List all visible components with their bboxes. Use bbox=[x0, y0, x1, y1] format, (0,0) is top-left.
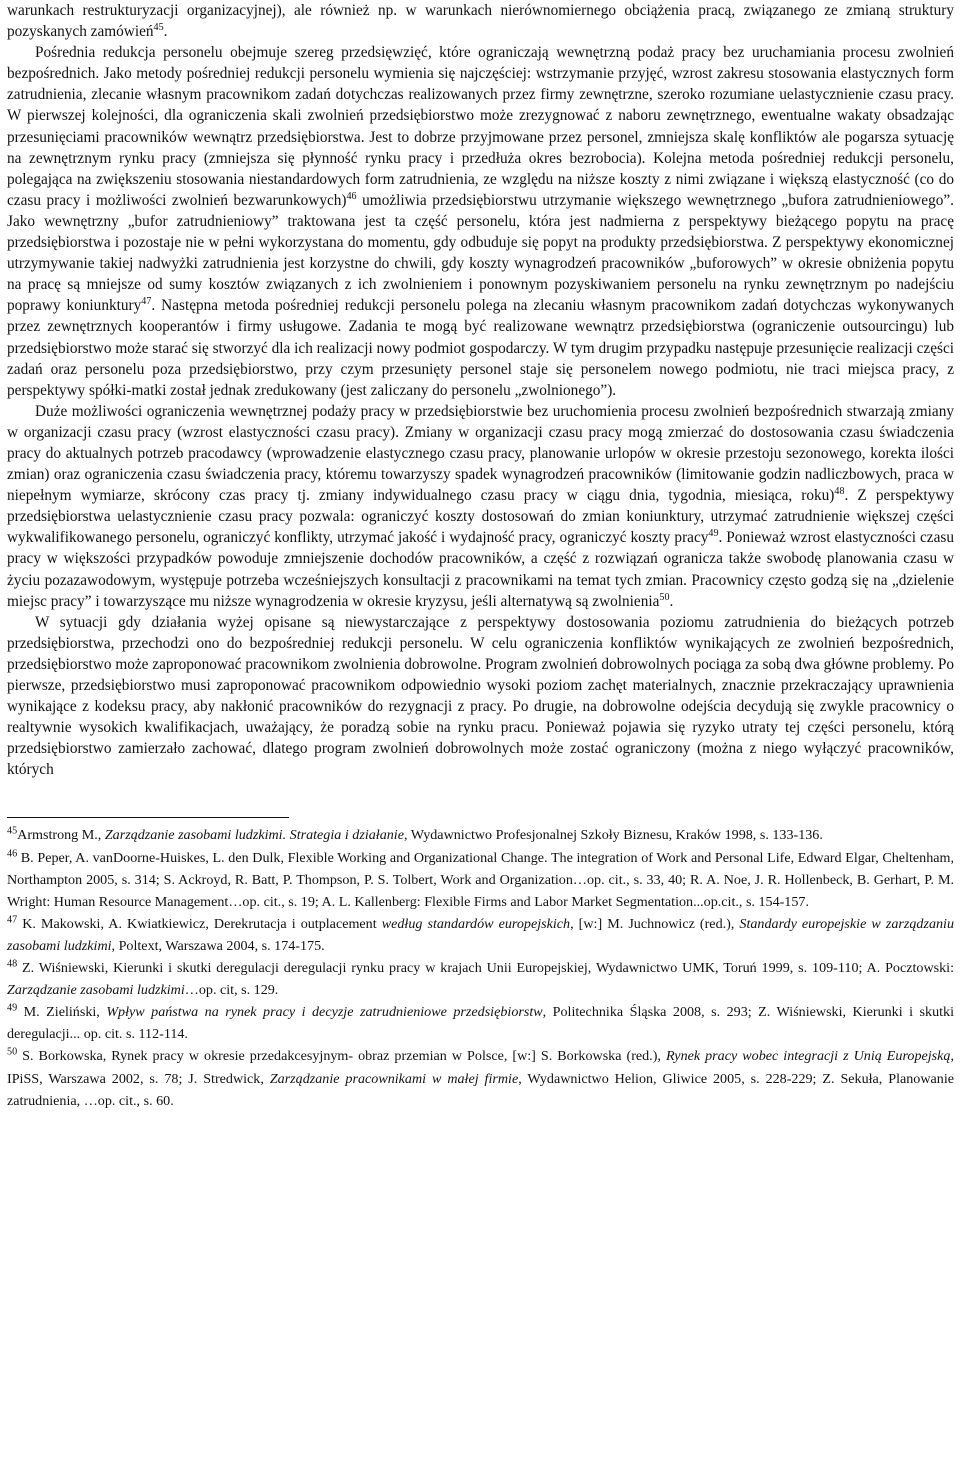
text-run: M. Zieliński, bbox=[17, 1004, 107, 1021]
italic-text: Zarządzanie zasobami ludzkimi bbox=[7, 982, 185, 999]
footnote-text bbox=[7, 847, 954, 910]
text-run: . Ponieważ wzrost elastyczności czasu pracy w większości przypadków powoduje zmniejszenie dochodów pracowników, a część z rozwiązań ogranicza także swobodę planowania czasu w życiu pozazawodowym, występuje potrzeba wcześniejszych konsultacji z pracownikami na temat tych zmian. Pracownicy często godzą się na „dzielenie miejsc pracy” i towarzyszące mu niższe wynagrodzenia w okresie kryzysu, jeśli alternatywą są zwolnienia bbox=[7, 529, 954, 610]
footnote-number: 48 bbox=[7, 958, 18, 970]
text-run: , [w:] M. Juchnowicz (red.), bbox=[570, 915, 740, 932]
footnote-45 bbox=[7, 824, 954, 846]
italic-text: Wpływ państwa na rynek pracy i decyzje zatrudnieniowe przedsiębiorstw bbox=[106, 1004, 543, 1021]
text-run: . bbox=[669, 592, 674, 610]
text-run: Z. Wiśniewski, Kierunki i skutki deregulacji deregulacji rynku pracy w krajach Unii Europejskiej, Wydawnictwo UMK, Toruń 1999, s. 109-110; A. Pocztowski: bbox=[17, 960, 954, 977]
body-text bbox=[7, 0, 954, 780]
footnote-48 bbox=[7, 957, 954, 1001]
footnote-text bbox=[7, 916, 954, 954]
italic-text: Rynek pracy wobec integracji z Unią Europejską bbox=[665, 1048, 951, 1065]
footnote-text bbox=[7, 1004, 954, 1042]
footnote-number: 46 bbox=[7, 847, 18, 859]
footnote-text bbox=[7, 960, 954, 998]
footnote-49 bbox=[7, 1001, 954, 1045]
italic-text: według standardów europejskich bbox=[381, 915, 571, 932]
text-run: . Następna metoda pośredniej redukcji personelu polega na zlecaniu własnym pracownikom zadań dotychczas wykonywanych przez zewnętrznych kooperantów i firmy usługowe. Zadania te mogą być realizowane wewnątrz przedsiębiorstwa (ograniczenie outsourcingu) lub przedsiębiorstwo może starać się stworzyć dla ich realizacji nowy podmiot gospodarczy. W tym drugim przypadku następuje przesunięcie realizacji części zadań oraz personelu poza przedsiębiorstwo, przy czym przesunięty personel staje się personelem nowego podmiotu, nie traci miejsca pracy, z perspektywy spółki-matki został jednak zredukowany (jest zaliczany do personelu „zwolnionego”). bbox=[7, 297, 954, 399]
footnote-reference: 48 bbox=[834, 486, 845, 498]
footnote-number: 47 bbox=[7, 914, 18, 926]
footnote-reference: 45 bbox=[153, 22, 164, 33]
footnote-reference: 47 bbox=[141, 296, 152, 308]
italic-text: Zarządzanie pracownikami w małej firmie bbox=[269, 1070, 519, 1087]
paragraph-3 bbox=[7, 401, 954, 612]
footnote-reference: 50 bbox=[659, 591, 670, 603]
footnote-text bbox=[7, 1048, 954, 1108]
footnote-separator bbox=[7, 817, 289, 818]
text-run: W sytuacji gdy działania wyżej opisane są niewystarczające z perspektywy dostosowania poziomu zatrudnienia do bieżących potrzeb przedsiębiorstwa, przechodzi ono do bezpośredniej redukcji personelu. W celu ograniczenia konfliktów wynikających ze zwolnień bezpośrednich, przedsiębiorstwo może zaproponować pracownikom zwolnienia dobrowolne. Program zwolnień dobrowolnych pociąga za sobą dwa główne problemy. Po pierwsze, przedsiębiorstwo musi zaproponować pracownikom odpowiednio wysoki poziom zachęt materialnych, znacznie przekraczający uprawnienia wynikające z kodeksu pracy, aby nakłonić pracowników do rezygnacji z pracy. Po drugie, na dobrowolne odejścia decydują się zwykle pracownicy o realtywnie wysokich kwalifikacjach, uważający, że poradzą sobie na rynku pracu. Ponieważ pojawia się ryzyko utraty tej części personelu, którą przedsiębiorstwo zamierzało zachować, dlatego program zwolnień dobrowolnych może zostać ograniczony (można z niego wyłączyć pracowników, których bbox=[7, 613, 954, 779]
text-run: Armstrong M., bbox=[17, 827, 105, 844]
text-run: , IPiSS, Warszawa 2002, s. 78; J. Stredwick, bbox=[7, 1048, 955, 1087]
footnote-50 bbox=[7, 1045, 954, 1111]
text-run: …op. cit, s. 129. bbox=[184, 982, 279, 999]
footnote-number: 45 bbox=[7, 825, 18, 837]
text-run: warunkach restrukturyzacji organizacyjnej), ale również np. w warunkach nierównomiernego obciążenia pracą, związanego ze zmianą struktury pozyskanych zamówień bbox=[7, 2, 954, 41]
text-run: , Wydawnictwo Profesjonalnej Szkoły Biznesu, Kraków 1998, s. 133-136. bbox=[403, 827, 823, 844]
paragraph-2 bbox=[7, 42, 954, 401]
footnote-reference: 49 bbox=[708, 528, 719, 540]
text-run: , Wydawnictwo Helion, Gliwice 2005, s. 228-229; Z. Sekuła, Planowanie zatrudnienia, …op. cit., s. 60. bbox=[7, 1070, 955, 1109]
text-run: Duże możliwości ograniczenia wewnętrznej podaży pracy w przedsiębiorstwie bez uruchomienia procesu zwolnień bezpośrednich stwarzają zmiany w organizacji czasu pracy (wzrost elastyczności czasu pracy). Zmiany w organizacji czasu pracy mogą zmierzać do dostosowania czasu świadczenia pracy do aktualnych potrzeb pracodawcy (wprowadzenie elastycznego czasu pracy, planowanie urlopów w okresie przestoju sezonowego, korekta ilości zmian) oraz ograniczenia czasu świadczenia pracy, któremu towarzyszy spadek wynagrodzeń pracowników (limitowanie godzin nadliczbowych, praca w niepełnym wymiarze, skrócony czas pracy tj. zmiany indywidualnego czasu pracy w ciągu dnia, tygodnia, miesiąca, roku) bbox=[7, 402, 954, 505]
text-run: , Politechnika Śląska 2008, s. 293; Z. Wiśniewski, Kierunki i skutki deregulacji... op. cit. s. 112-114. bbox=[7, 1004, 954, 1043]
footnote-number: 50 bbox=[7, 1046, 18, 1058]
text-run: Pośrednia redukcja personelu obejmuje szereg przedsięwzięć, które ograniczają wewnętrzną podaż pracy bez uruchamiania procesu zwolnień bezpośrednich. Jako metody pośredniej redukcji personelu wymienia się najczęściej: wstrzymanie przyjęć, wzrost zakresu stosowania elastycznych form zatrudnienia, zlecanie własnym pracownikom zadań dotychczas realizowanych przez firmy zewnętrzne, szeroko rozumiane uelastycznienie czasu pracy. W pierwszej kolejności, dla ograniczenia skali zwolnień przedsiębiorstwo może zrezygnować z naboru zewnętrznego, ewentualne wakaty obsadzając przesunięciami pracowników wewnątrz przedsiębiorstwa. Jest to dobrze przyjmowane przez personel, zmniejsza skalę konfliktów ale pogarsza sytuację na zewnętrznym rynku pracy (zmniejsza się płynność rynku pracy i przedłuża okres bezrobocia). Kolejna metoda pośredniej redukcji personelu, polegająca na zwiększeniu stosowania niestandardowych form zatrudnienia, ze względu na niższe koszty z nimi związane i większą elastyczność (co do czasu pracy i możliwości zwolnień bezwarunkowych) bbox=[7, 44, 954, 209]
text-run: . bbox=[163, 23, 168, 41]
footnote-number: 49 bbox=[7, 1002, 18, 1014]
text-run: umożliwia przedsiębiorstwu utrzymanie większego wewnętrznego „bufora zatrudnieniowego”. Jako wewnętrzny „bufor zatrudnieniowy” traktowana jest ta część personelu, która jest nadmierna z perspektywy bieżącego popytu na pracę przedsiębiorstwa i pozostaje nie w pełni wykorzystana do momentu, gdy odbuduje się popyt na produkty przedsiębiorstwa. Z perspektywy ekonomicznej utrzymywanie takiej nadwyżki zatrudnienia jest korzystne do chwili, gdy koszty wynagrodzeń pracowników „buforowych” w okresie obniżenia popytu na pracę są mniejsze od sumy kosztów związanych z ich zwolnieniem i ponownym pozyskiwaniem personelu na rynku zewnętrznym po nadejściu poprawy koniunktury bbox=[7, 191, 954, 315]
footnote-reference: 46 bbox=[346, 190, 357, 202]
text-run: K. Makowski, A. Kwiatkiewicz, Derekrutacja i outplacement bbox=[17, 915, 382, 932]
text-run: . Z perspektywy przedsiębiorstwa uelastycznienie czasu pracy pozwala: ograniczyć koszty dostosowań do zmian koniunktury, utrzymać zatrudnienie większej części wykwalifikowanego personelu, ograniczyć konflikty, utrzymać jakość i wydajność pracy, ograniczyć koszty pracy bbox=[7, 487, 954, 547]
text-run: S. Borkowska, Rynek pracy w okresie przedakcesyjnym- obraz przemian w Polsce, [w:] S. Borkowska (red.), bbox=[17, 1048, 666, 1065]
text-run: B. Peper, A. vanDoorne-Huiskes, L. den Dulk, Flexible Working and Organizational Change. The integration of Work and Personal Life, Edward Elgar, Cheltenham, Northampton 2005, s. 314; S. Ackroyd, R. Batt, P. Thompson, P. S. Tolbert, Work and Organization…op. cit., s. 33, 40; R. A. Noe, J. R. Hollenbeck, B. Gerhart, P. M. Wright: Human Resource Management…op. cit., s. 19; A. L. Kallenberg: Flexible Firms and Labor Market Segmentation...op.cit., s. 154-157. bbox=[7, 849, 954, 910]
italic-text: Zarządzanie zasobami ludzkimi. Strategia i działanie bbox=[104, 827, 404, 844]
footnotes bbox=[7, 824, 954, 1111]
paragraph-4 bbox=[7, 612, 954, 781]
footnote-47 bbox=[7, 913, 954, 957]
text-run: , Poltext, Warszawa 2004, s. 174-175. bbox=[111, 937, 325, 954]
footnote-46 bbox=[7, 847, 954, 913]
italic-text: Standardy europejskie w zarządzaniu zasobami ludzkimi bbox=[7, 915, 955, 954]
paragraph-1 bbox=[7, 0, 954, 42]
footnote-text bbox=[17, 827, 823, 843]
